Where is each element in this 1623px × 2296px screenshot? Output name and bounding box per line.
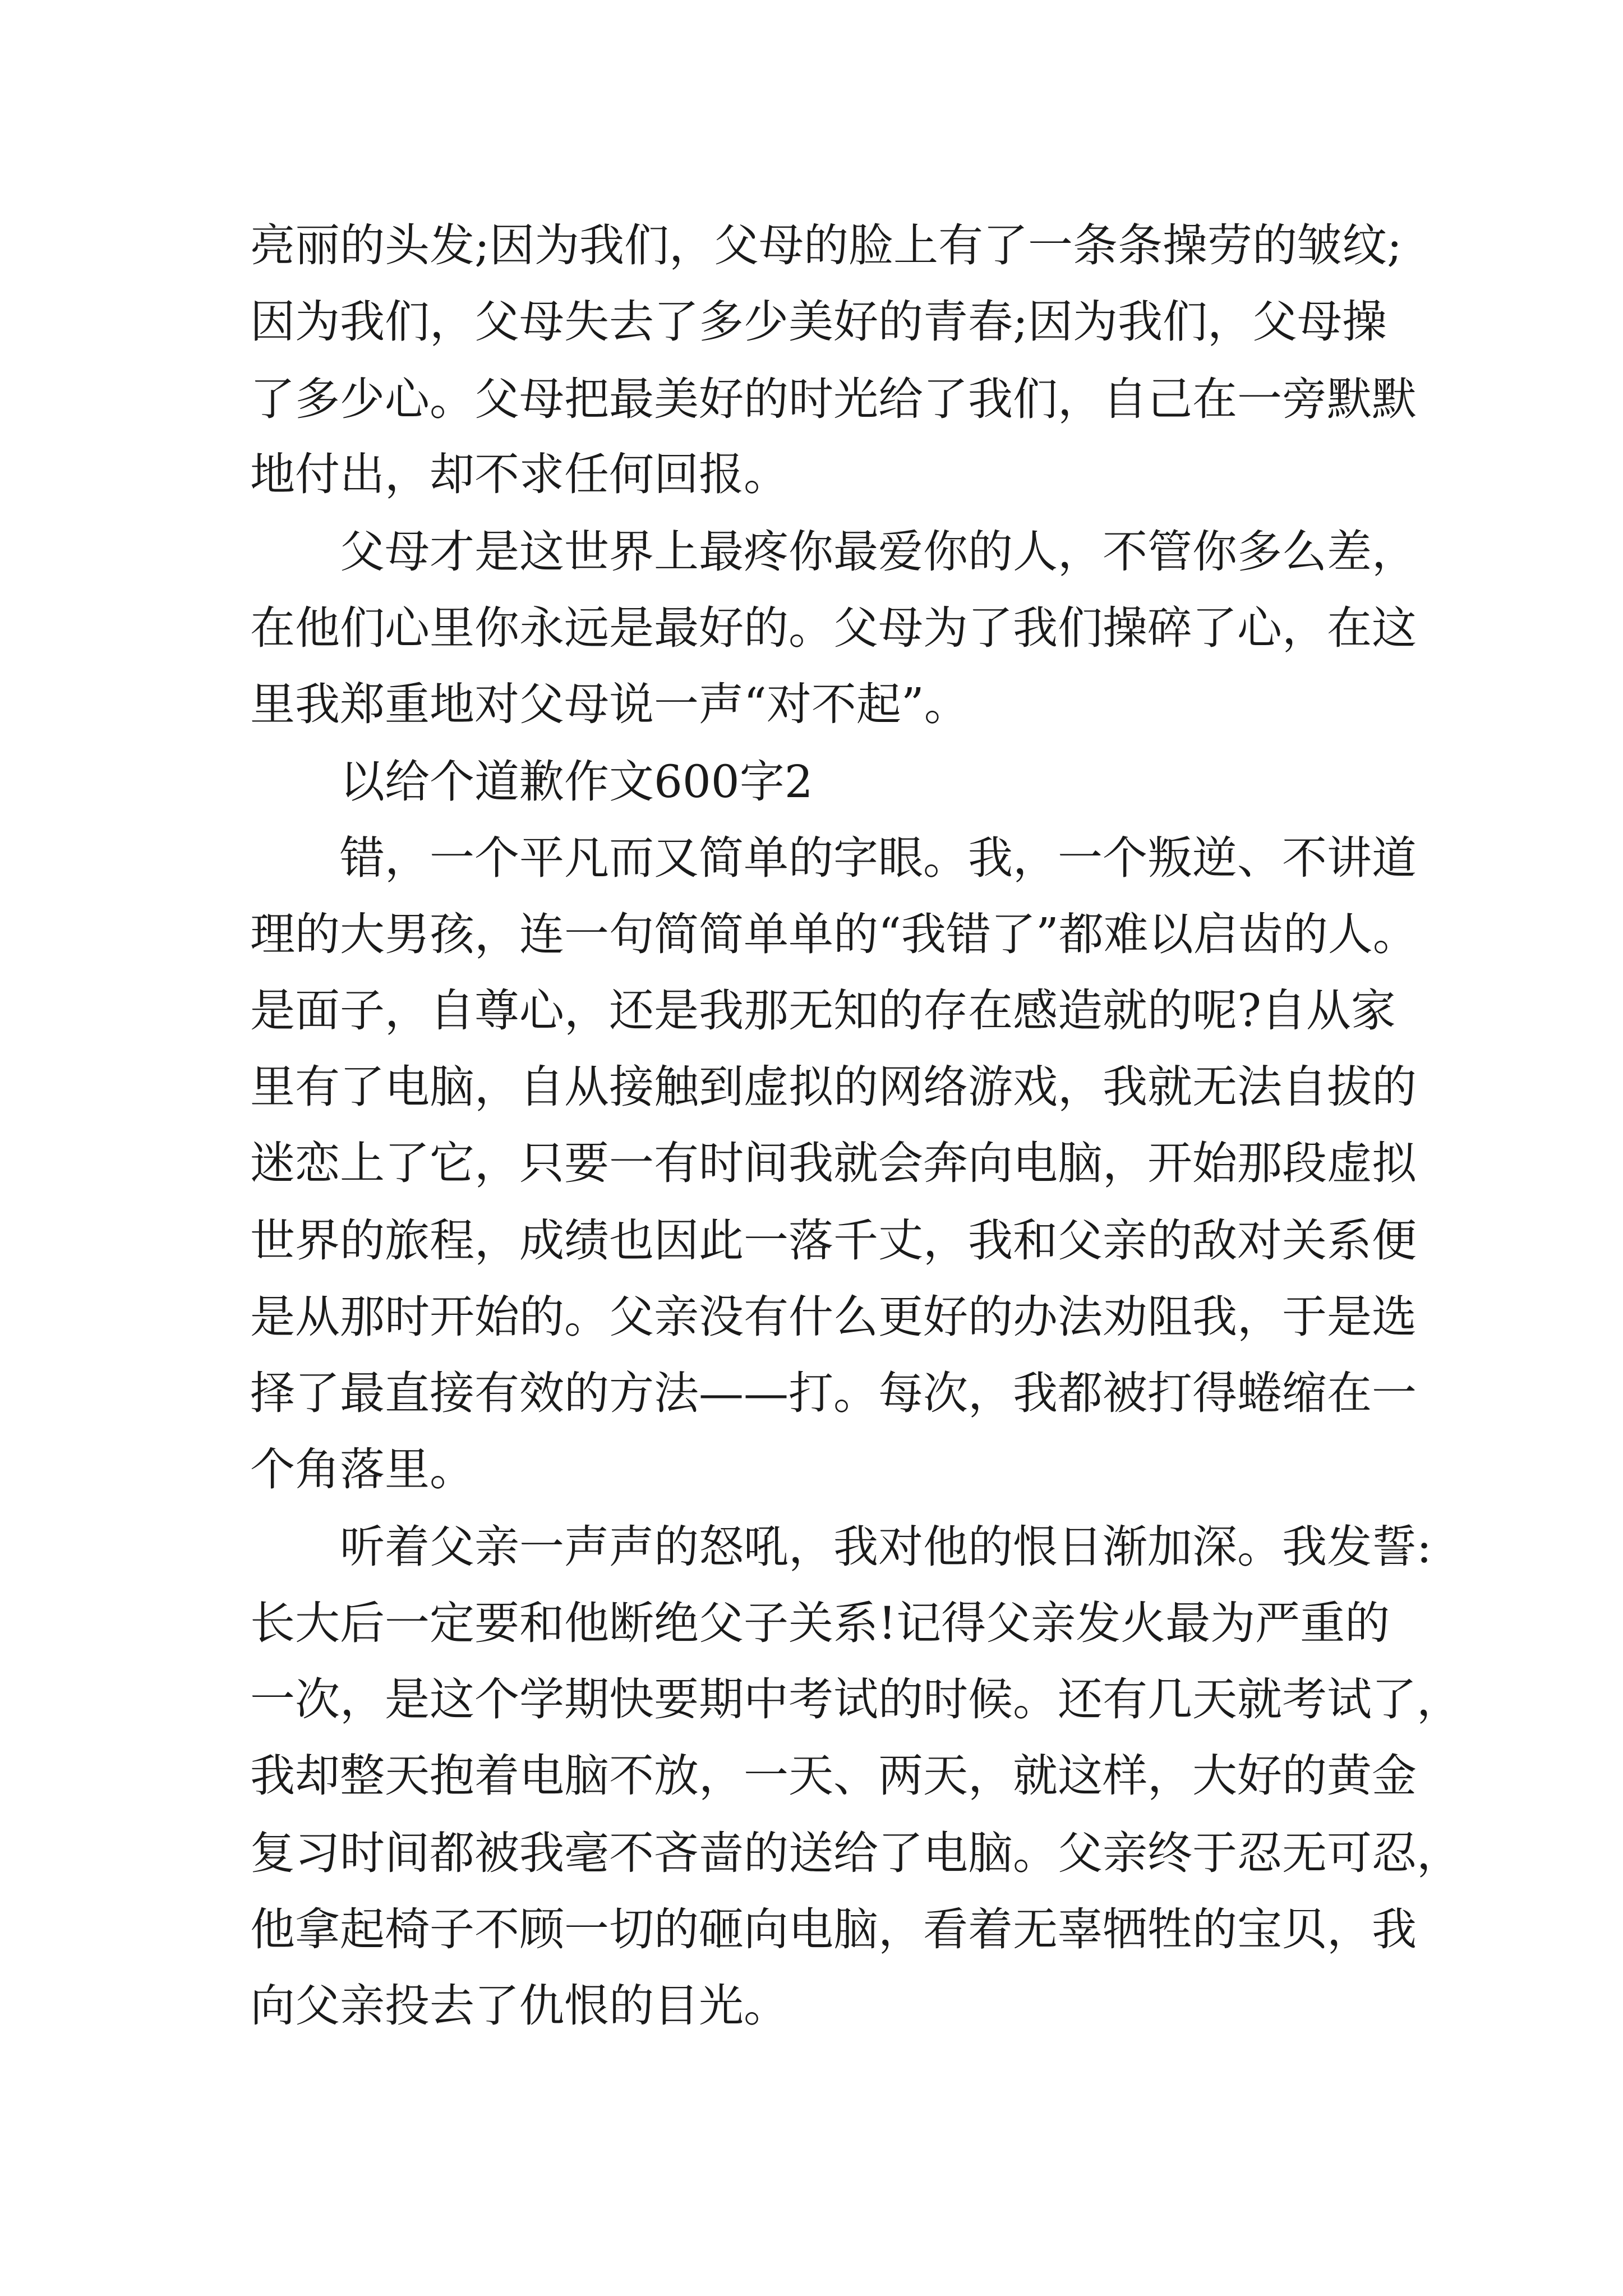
text-line: 是面子，自尊心，还是我那无知的存在感造就的呢?自从家 <box>250 984 1396 1037</box>
text-line: 他拿起椅子不顾一切的砸向电脑，看着无辜牺牲的宝贝，我 <box>250 1903 1417 1955</box>
section-heading: 以给个道歉作文600字2 <box>340 756 813 808</box>
text-line: 是从那时开始的。父亲没有什么更好的办法劝阻我，于是选 <box>250 1291 1417 1343</box>
text-line: 错，一个平凡而又简单的字眼。我，一个叛逆、不讲道 <box>340 832 1417 884</box>
text-line: 迷恋上了它，只要一有时间我就会奔向电脑，开始那段虚拟 <box>250 1137 1417 1189</box>
text-line: 向父亲投去了仇恨的目光。 <box>250 1980 789 2032</box>
text-line: 亮丽的头发;因为我们，父母的脸上有了一条条操劳的皱纹; <box>250 219 1402 272</box>
text-line: 听着父亲一声声的怒吼，我对他的恨日渐加深。我发誓: <box>340 1521 1432 1573</box>
text-line: 了多少心。父母把最美好的时光给了我们，自己在一旁默默 <box>250 373 1417 425</box>
text-line: 里我郑重地对父母说一声“对不起”。 <box>250 678 969 730</box>
text-line: 世界的旅程，成绩也因此一落千丈，我和父亲的敌对关系便 <box>250 1214 1417 1267</box>
text-line: 地付出，却不求任何回报。 <box>250 448 789 500</box>
text-line: 一次，是这个学期快要期中考试的时候。还有几天就考试了， <box>250 1673 1461 1726</box>
text-line: 里有了电脑，自从接触到虚拟的网络游戏，我就无法自拔的 <box>250 1061 1417 1113</box>
text-line: 父母才是这世界上最疼你最爱你的人，不管你多么差， <box>340 526 1417 578</box>
text-line: 个角落里。 <box>250 1443 474 1496</box>
text-line: 长大后一定要和他断绝父子关系!记得父亲发火最为严重的 <box>250 1597 1390 1649</box>
text-line: 在他们心里你永远是最好的。父母为了我们操碎了心，在这 <box>250 602 1417 654</box>
text-line: 理的大男孩，连一句简简单单的“我错了”都难以启齿的人。 <box>250 908 1418 960</box>
text-line: 我却整天抱着电脑不放，一天、两天，就这样，大好的黄金 <box>250 1750 1417 1802</box>
text-line: 因为我们，父母失去了多少美好的青春;因为我们，父母操 <box>250 296 1387 348</box>
text-line: 择了最直接有效的方法——打。每次，我都被打得蜷缩在一 <box>250 1367 1417 1419</box>
text-line: 复习时间都被我毫不吝啬的送给了电脑。父亲终于忍无可忍， <box>250 1827 1461 1879</box>
